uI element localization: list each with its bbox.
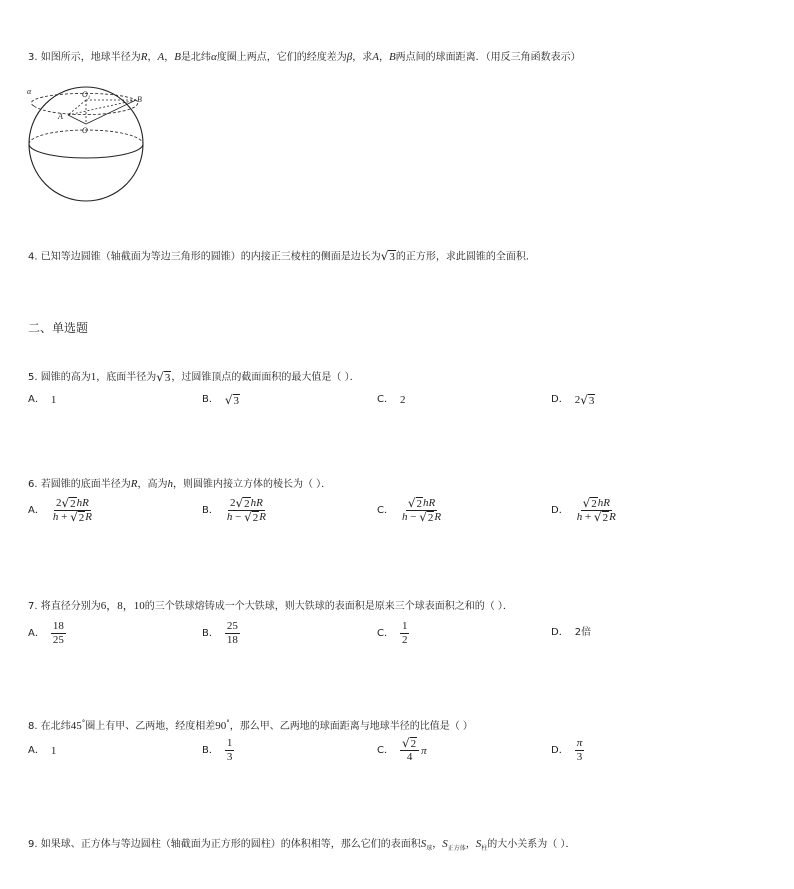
section-title: 二、单选题 <box>28 321 89 335</box>
q8-option-a[interactable]: A． 1 <box>28 745 57 757</box>
question-6-text: 6. 若圆锥的底面半径为R，高为h，则圆锥内接立方体的棱长为（ ）． <box>28 478 332 490</box>
question-4-text: 4. 已知等边圆锥（轴截面为等边三角形的圆锥）的内接正三棱柱的侧面是边长为 √ 3 的正方形，求此圆锥的全面积． <box>28 249 536 263</box>
q5-option-a[interactable]: A． 1 <box>28 394 57 406</box>
label-a: A <box>58 112 63 121</box>
q5-option-b[interactable]: B． √ 3 <box>202 392 240 407</box>
q6-option-d[interactable]: D． √ 2 hR h + √ 2 R <box>551 496 616 525</box>
question-8-text: 8. 在北纬45°圈上有甲、乙两地，经度相差90°，那么甲、乙两地的球面距离与地球半径的比值是（ ） <box>28 719 473 732</box>
q7-option-d[interactable]: D． 2倍 <box>551 627 592 638</box>
q6-option-b[interactable]: B． 2 √ 2 hR h − √ 2 R <box>202 496 266 525</box>
q8-option-b[interactable]: B． $\frac{1}{3}$ <box>202 737 233 763</box>
sqrt-expr: √ 3 <box>380 249 395 263</box>
label-o: O <box>82 126 88 135</box>
label-b: B <box>137 95 142 104</box>
question-5-text: 5. 圆锥的高为1，底面半径为 √ 3 ，过圆锥顶点的截面面积的最大值是（ ）． <box>28 369 360 384</box>
q8-option-c[interactable]: C． √ 2 4 π <box>377 736 427 764</box>
q7-option-a[interactable]: A． $\frac{18}{25}$ <box>28 620 64 646</box>
question-7-text: 7. 将直径分别为6，8，10的三个铁球熔铸成一个大铁球，则大铁球的表面积是原来三个球表面积之和的（ ）． <box>28 600 513 612</box>
sphere-figure <box>24 82 154 202</box>
label-o1: $O_1$ <box>82 90 91 101</box>
q5-option-c[interactable]: C． 2 <box>377 394 406 406</box>
q8-option-d[interactable]: D． $\frac{\pi}{3}$ <box>551 737 583 763</box>
q7-option-b[interactable]: B． $\frac{25}{18}$ <box>202 620 238 646</box>
q7-option-c[interactable]: C． $\frac{1}{2}$ <box>377 620 408 646</box>
label-alpha: α <box>27 87 32 96</box>
question-9-text: 9. 如果球、正方体与等边圆柱（轴截面为正方形的圆柱）的体积相等，那么它们的表面积$S_球$，$S_{正方体}$，$S_柱$的大小关系为（ ）． <box>28 838 576 852</box>
q6-option-c[interactable]: C． √ 2 hR h − √ 2 R <box>377 496 442 525</box>
question-3-text: 3. 如图所示，地球半径为R，A，B是北纬α度圈上两点，它们的经度差为β，求A，B两点间的球面距离．（用反三角函数表示） <box>28 51 581 63</box>
q5-option-d[interactable]: D． 2 √ 3 <box>551 392 595 407</box>
q6-option-a[interactable]: A． 2 √ 2 hR h + √ 2 R <box>28 496 92 525</box>
